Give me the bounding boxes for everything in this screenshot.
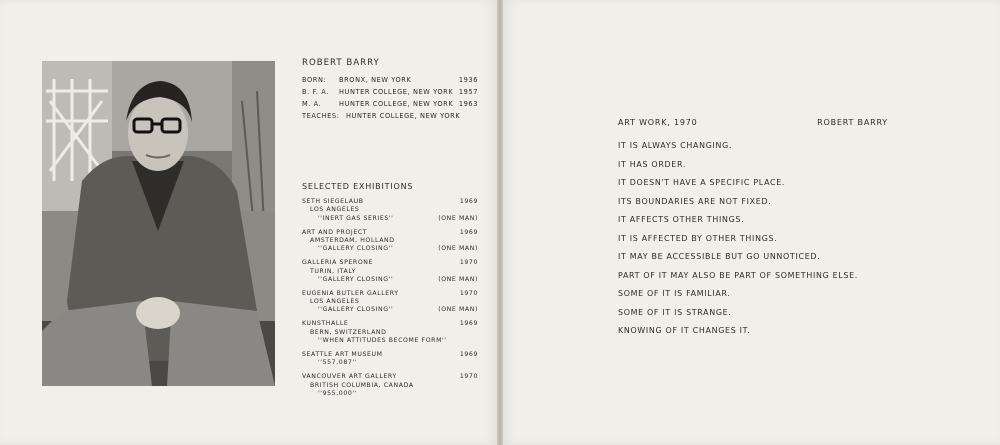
exhibitions-section: [302, 183, 478, 404]
artist-portrait-photo: [42, 61, 275, 386]
exhibition-venue: SEATTLE ART MUSEUM: [302, 351, 383, 359]
bio-year: 1963: [458, 100, 478, 108]
exhibition-show: ''GALLERY CLOSING'': [318, 306, 394, 314]
exhibition-year: 1969: [459, 198, 478, 206]
portrait-illustration: [42, 61, 275, 386]
exhibition-venue: ART AND PROJECT: [302, 228, 368, 236]
bio-row-bfa: [302, 87, 478, 99]
bio-row-ma: [302, 99, 478, 111]
statement-line: IT DOESN'T HAVE A SPECIFIC PLACE.: [618, 178, 786, 187]
bio-label: M. A.: [302, 100, 322, 108]
statement-line: SOME OF IT IS FAMILIAR.: [618, 289, 731, 298]
exhibition-item: [302, 373, 478, 398]
exhibition-note: (ONE MAN): [438, 214, 478, 222]
exhibition-place: AMSTERDAM, HOLLAND: [310, 236, 395, 244]
exhibition-venue: SETH SIEGELAUB: [302, 198, 364, 206]
exhibition-place: TURIN, ITALY: [310, 267, 356, 275]
artwork-statements: [618, 141, 858, 345]
bio-label: BORN:: [302, 76, 327, 84]
exhibition-venue: KUNSTHALLE: [302, 320, 349, 328]
bio-value: HUNTER COLLEGE, NEW YORK: [346, 112, 461, 120]
exhibition-year: 1969: [459, 320, 478, 328]
exhibition-place: LOS ANGELES: [310, 206, 360, 214]
statement-line: IT AFFECTS OTHER THINGS.: [618, 215, 745, 224]
statement-line: IT IS AFFECTED BY OTHER THINGS.: [618, 233, 778, 243]
exhibition-year: 1970: [459, 289, 478, 297]
bio-section: [302, 58, 478, 123]
exhibition-item: [302, 229, 478, 254]
exhibitions-heading: SELECTED EXHIBITIONS: [302, 182, 414, 191]
exhibition-show: ''955,000'': [318, 389, 357, 397]
exhibition-year: 1969: [459, 351, 478, 359]
exhibition-place: BRITISH COLUMBIA, CANADA: [310, 381, 414, 389]
bio-year: 1957: [458, 88, 478, 96]
exhibition-place: BERN, SWITZERLAND: [310, 328, 387, 336]
exhibition-show: ''WHEN ATTITUDES BECOME FORM'': [318, 336, 447, 344]
exhibition-place: LOS ANGELES: [310, 298, 360, 306]
bio-label: B. F. A.: [302, 88, 329, 96]
bio-year: 1936: [458, 76, 478, 84]
statement-line: PART OF IT MAY ALSO BE PART OF SOMETHING ELSE.: [618, 270, 858, 280]
bio-row-born: [302, 75, 478, 87]
exhibition-show: ''INERT GAS SERIES'': [318, 214, 394, 222]
statement-line: IT IS ALWAYS CHANGING.: [618, 141, 733, 150]
artwork-artist: ROBERT BARRY: [817, 118, 888, 127]
exhibition-item: [302, 351, 478, 367]
statement-line: IT MAY BE ACCESSIBLE BUT GO UNNOTICED.: [618, 252, 821, 261]
exhibition-show: ''557,087'': [318, 359, 357, 367]
artwork-title: ART WORK, 1970: [618, 118, 698, 127]
bio-value: BRONX, NEW YORK: [339, 76, 412, 84]
bio-value: HUNTER COLLEGE, NEW YORK: [339, 100, 454, 108]
bio-label: TEACHES:: [302, 112, 340, 120]
exhibition-note: (ONE MAN): [438, 245, 478, 253]
bio-value: HUNTER COLLEGE, NEW YORK: [339, 88, 454, 96]
exhibition-note: (ONE MAN): [438, 275, 478, 283]
exhibition-item: [302, 198, 478, 223]
exhibition-venue: VANCOUVER ART GALLERY: [302, 373, 397, 381]
exhibition-item: [302, 320, 478, 345]
statement-line: IT HAS ORDER.: [618, 159, 687, 169]
exhibition-year: 1969: [459, 228, 478, 236]
exhibition-year: 1970: [459, 259, 478, 267]
artist-name: ROBERT BARRY: [302, 58, 380, 68]
exhibition-venue: GALLERIA SPERONE: [302, 259, 374, 267]
statement-line: SOME OF IT IS STRANGE.: [618, 307, 732, 317]
exhibition-item: [302, 259, 478, 284]
artwork-header: [618, 118, 888, 127]
book-gutter: [497, 0, 503, 445]
exhibition-year: 1970: [459, 373, 478, 381]
exhibition-note: (ONE MAN): [438, 306, 478, 314]
statement-line: ITS BOUNDARIES ARE NOT FIXED.: [618, 196, 772, 206]
exhibition-venue: EUGENIA BUTLER GALLERY: [302, 289, 399, 297]
exhibition-show: ''GALLERY CLOSING'': [318, 245, 394, 253]
exhibition-item: [302, 290, 478, 315]
statement-line: KNOWING OF IT CHANGES IT.: [618, 326, 751, 335]
bio-row-teaches: [302, 111, 478, 123]
exhibition-show: ''GALLERY CLOSING'': [318, 275, 394, 283]
